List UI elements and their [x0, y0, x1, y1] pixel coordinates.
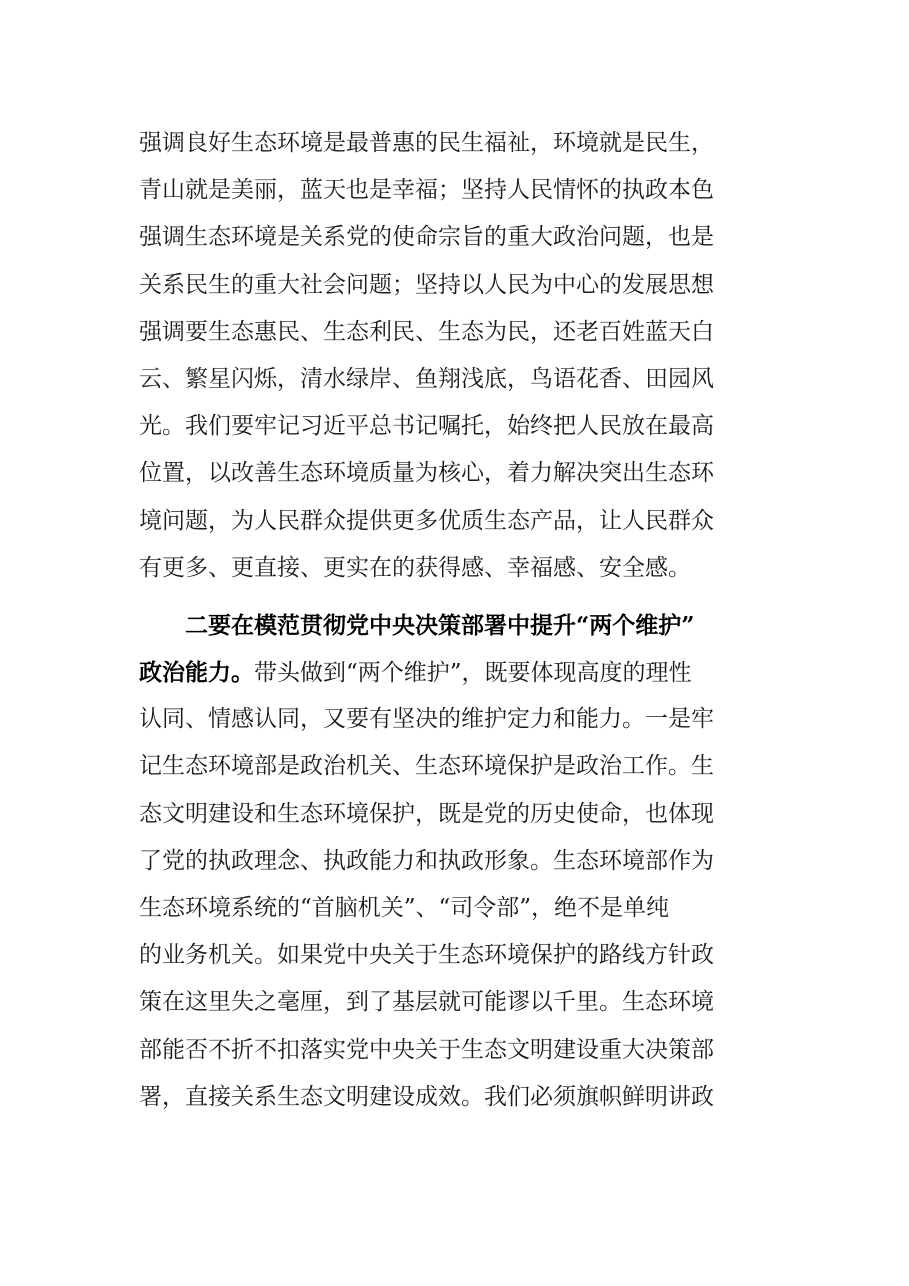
paragraph-line: 了党的执政理念、执政能力和执政形象。生态环境部作为 [139, 847, 714, 874]
body-text [139, 120, 779, 1121]
paragraph-line: 生态环境系统的“首脑机关”、“司令部”，绝不是单纯 [139, 895, 670, 921]
paragraph-line: 关系民生的重大社会问题；坚持以人民为中心的发展思想 [139, 271, 714, 298]
paragraph-line: 位置，以改善生态环境质量为核心，着力解决突出生态环 [139, 460, 714, 487]
section-heading-end: 政治能力。 [139, 659, 254, 687]
paragraph-line: 强调要生态惠民、生态利民、生态为民，还老百姓蓝天白 [139, 318, 714, 345]
paragraph-line: 态文明建设和生态环境保护，既是党的历史使命，也体现 [139, 800, 714, 827]
paragraph-line: 署，直接关系生态文明建设成效。我们必须旗帜鲜明讲政 [139, 1083, 714, 1110]
paragraph-line: 云、繁星闪烁，清水绿岸、鱼翔浅底，鸟语花香、田园风 [139, 365, 714, 392]
paragraph-line: 光。我们要牢记习近平总书记嘱托，始终把人民放在最高 [139, 413, 714, 440]
paragraph-line: 强调生态环境是关系党的使命宗旨的重大政治问题，也是 [139, 224, 714, 251]
paragraph-line: 青山就是美丽，蓝天也是幸福；坚持人民情怀的执政本色 [139, 177, 714, 204]
paragraph-line: 强调良好生态环境是最普惠的民生福祉，环境就是民生， [139, 130, 714, 156]
paragraph-line [139, 649, 779, 696]
paragraph-line: 策在这里失之毫厘，到了基层就可能谬以千里。生态环境 [139, 989, 714, 1016]
paragraph-line: 的业务机关。如果党中央关于生态环境保护的路线方针政 [139, 942, 714, 969]
paragraph-line: 部能否不折不扣落实党中央关于生态文明建设重大决策部 [139, 1036, 714, 1063]
paragraph-line: 认同、情感认同，又要有坚决的维护定力和能力。一是牢 [139, 706, 714, 733]
paragraph-line: 境问题，为人民群众提供更多优质生态产品，让人民群众 [139, 507, 714, 534]
paragraph-line: 记生态环境部是政治机关、生态环境保护是政治工作。生 [139, 753, 714, 780]
paragraph-text: 带头做到“两个维护”，既要体现高度的理性 [254, 660, 692, 687]
section-heading: 二要在模范贯彻党中央决策部署中提升“两个维护” [185, 611, 695, 639]
paragraph-line: 有更多、更直接、更实在的获得感、幸福感、安全感。 [139, 554, 691, 581]
paragraph-gap [139, 592, 779, 602]
